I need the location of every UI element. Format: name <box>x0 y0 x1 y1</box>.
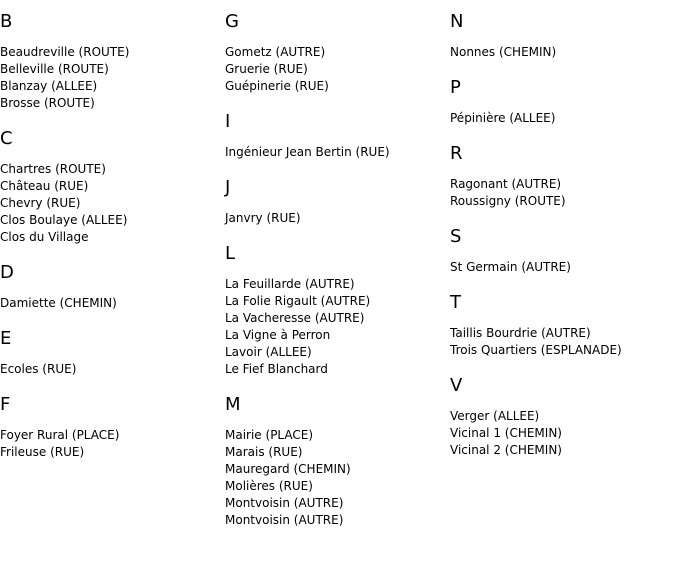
street-link[interactable]: Belleville (ROUTE) <box>0 62 109 76</box>
street-list <box>0 161 222 246</box>
letter-heading: C <box>0 128 13 149</box>
street-link[interactable]: Vicinal 2 (CHEMIN) <box>450 443 562 457</box>
street-list <box>0 427 222 461</box>
street-list <box>225 427 447 529</box>
street-link[interactable]: La Feuillarde (AUTRE) <box>225 277 355 291</box>
street-link[interactable]: La Vacheresse (AUTRE) <box>225 311 365 325</box>
letter-section <box>0 10 222 112</box>
letter-section <box>450 374 672 459</box>
index-column-1 <box>0 10 222 476</box>
street-link[interactable]: Roussigny (ROUTE) <box>450 194 566 208</box>
street-list <box>450 110 672 127</box>
street-link[interactable]: Montvoisin (AUTRE) <box>225 496 344 510</box>
letter-section <box>450 10 672 61</box>
letter-section <box>450 76 672 127</box>
letter-heading: T <box>450 292 461 313</box>
street-list <box>450 44 672 61</box>
street-link[interactable]: Beaudreville (ROUTE) <box>0 45 130 59</box>
street-link[interactable]: La Vigne à Perron <box>225 328 331 342</box>
letter-section <box>225 176 447 227</box>
letter-heading: L <box>225 243 236 264</box>
street-link[interactable]: Mauregard (CHEMIN) <box>225 462 351 476</box>
letter-heading: R <box>450 143 463 164</box>
street-list <box>225 144 447 161</box>
street-list <box>450 325 672 359</box>
street-list <box>225 210 447 227</box>
letter-heading: F <box>0 394 11 415</box>
street-link[interactable]: Vicinal 1 (CHEMIN) <box>450 426 562 440</box>
street-link[interactable]: Guépinerie (RUE) <box>225 79 329 93</box>
street-link[interactable]: Marais (RUE) <box>225 445 303 459</box>
letter-heading: J <box>225 177 231 198</box>
street-link[interactable]: Trois Quartiers (ESPLANADE) <box>450 343 622 357</box>
letter-section <box>0 327 222 378</box>
letter-section <box>225 10 447 95</box>
street-link[interactable]: Damiette (CHEMIN) <box>0 296 117 310</box>
street-link[interactable]: Brosse (ROUTE) <box>0 96 95 110</box>
street-link[interactable]: Ragonant (AUTRE) <box>450 177 562 191</box>
letter-heading: V <box>450 375 463 396</box>
street-link[interactable]: Chevry (RUE) <box>0 196 81 210</box>
street-list <box>450 176 672 210</box>
letter-section <box>225 393 447 529</box>
street-link[interactable]: La Folie Rigault (AUTRE) <box>225 294 371 308</box>
street-link[interactable]: Molières (RUE) <box>225 479 313 493</box>
street-list <box>0 44 222 112</box>
street-link[interactable]: Janvry (RUE) <box>225 211 301 225</box>
street-link[interactable]: Montvoisin (AUTRE) <box>225 513 344 527</box>
street-link[interactable]: Chartres (ROUTE) <box>0 162 106 176</box>
street-link[interactable]: Frileuse (RUE) <box>0 445 85 459</box>
letter-section <box>0 127 222 246</box>
index-column-3 <box>450 10 672 474</box>
street-link[interactable]: Gruerie (RUE) <box>225 62 308 76</box>
street-link[interactable]: Verger (ALLEE) <box>450 409 540 423</box>
street-link[interactable]: Nonnes (CHEMIN) <box>450 45 557 59</box>
letter-heading: P <box>450 77 461 98</box>
letter-heading: I <box>225 111 231 132</box>
letter-section <box>225 110 447 161</box>
street-link[interactable]: Foyer Rural (PLACE) <box>0 428 120 442</box>
letter-heading: S <box>450 226 462 247</box>
street-list <box>0 295 222 312</box>
street-link[interactable]: Château (RUE) <box>0 179 89 193</box>
letter-heading: B <box>0 11 13 32</box>
street-link[interactable]: Gometz (AUTRE) <box>225 45 326 59</box>
letter-section <box>450 291 672 359</box>
letter-section <box>0 393 222 461</box>
street-link[interactable]: Pépinière (ALLEE) <box>450 111 556 125</box>
letter-section <box>450 225 672 276</box>
street-list <box>0 361 222 378</box>
street-link[interactable]: Lavoir (ALLEE) <box>225 345 312 359</box>
index-column-2 <box>225 10 447 544</box>
street-link[interactable]: Taillis Bourdrie (AUTRE) <box>450 326 591 340</box>
letter-section <box>0 261 222 312</box>
street-link[interactable]: Ecoles (RUE) <box>0 362 77 376</box>
street-list <box>450 259 672 276</box>
letter-heading: D <box>0 262 14 283</box>
letter-heading: N <box>450 11 464 32</box>
street-link[interactable]: Blanzay (ALLEE) <box>0 79 98 93</box>
street-list <box>225 44 447 95</box>
letter-heading: G <box>225 11 239 32</box>
street-link[interactable]: St Germain (AUTRE) <box>450 260 571 274</box>
street-link[interactable]: Ingénieur Jean Bertin (RUE) <box>225 145 390 159</box>
letter-section <box>225 242 447 378</box>
street-link[interactable]: Clos du Village <box>0 230 89 244</box>
letter-heading: E <box>0 328 12 349</box>
street-link[interactable]: Le Fief Blanchard <box>225 362 328 376</box>
street-link[interactable]: Mairie (PLACE) <box>225 428 314 442</box>
street-list <box>450 408 672 459</box>
street-list <box>225 276 447 378</box>
street-link[interactable]: Clos Boulaye (ALLEE) <box>0 213 128 227</box>
letter-section <box>450 142 672 210</box>
letter-heading: M <box>225 394 241 415</box>
